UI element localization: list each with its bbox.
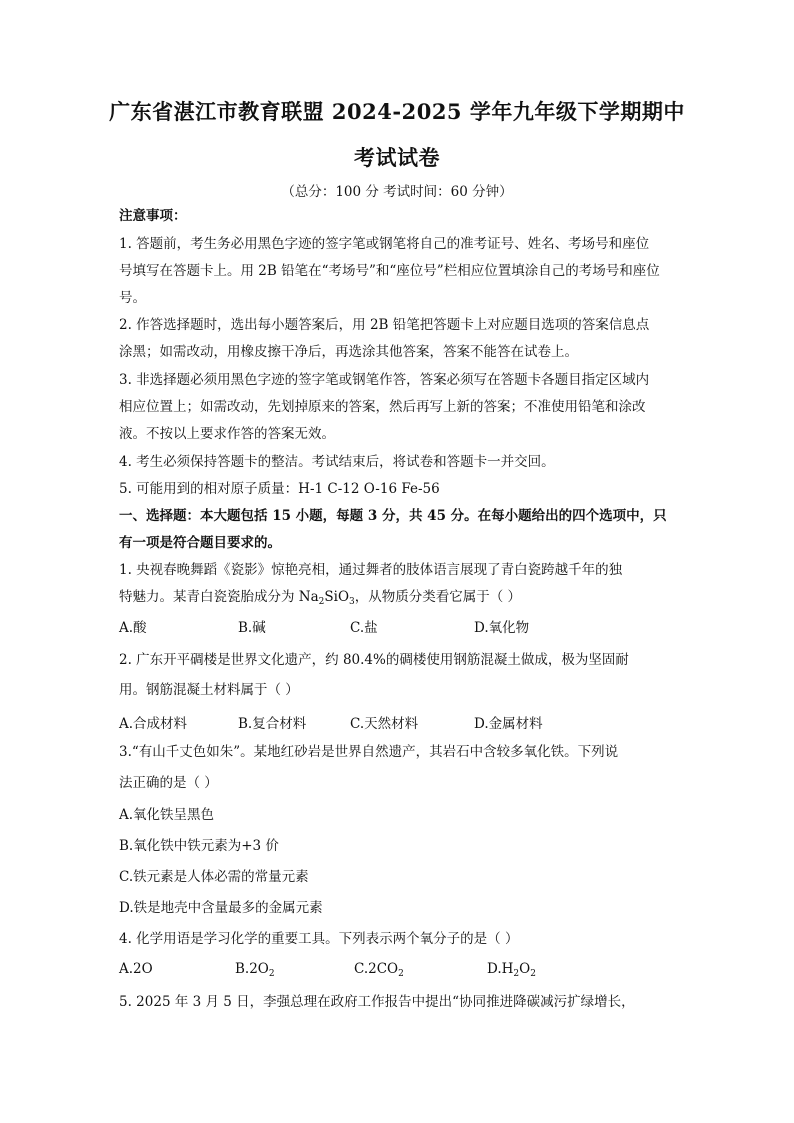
question-3-option-d: D.铁是地壳中含量最多的金属元素 bbox=[119, 900, 323, 916]
question-3-option-a: A.氧化铁呈黑色 bbox=[119, 807, 215, 823]
section-heading: 有一项是符合题目要求的。 bbox=[119, 535, 281, 551]
question-1-option-c: C.盐 bbox=[350, 620, 378, 636]
question-2-option-b: B.复合材料 bbox=[238, 716, 307, 732]
question-2-line: 2. 广东开平碉楼是世界文化遗产，约 80.4%的碉楼使用钢筋混凝土做成，极为坚固耐 bbox=[119, 652, 629, 668]
question-2-line: 用。钢筋混凝土材料属于（ ） bbox=[119, 682, 299, 698]
question-4-option-b: $B.2O_2$ bbox=[235, 961, 275, 979]
question-2-option-a: A.合成材料 bbox=[119, 716, 188, 732]
question-4-option-a: A.2O bbox=[119, 961, 153, 977]
notice-line: 号填写在答题卡上。用 2B 铅笔在“考场号”和“座位号”栏相应位置填涂自己的考场号和座位 bbox=[119, 263, 660, 279]
notice-line: 3. 非选择题必须用黑色字迹的签字笔或钢笔作答，答案必须写在答题卡各题目指定区域内 bbox=[119, 372, 650, 388]
question-3-option-c: C.铁元素是人体必需的常量元素 bbox=[119, 869, 309, 885]
notice-line: 号。 bbox=[119, 290, 146, 306]
question-1-option-d: D.氧化物 bbox=[474, 620, 530, 636]
question-2-option-d: D.金属材料 bbox=[474, 716, 543, 732]
question-1-option-a: A.酸 bbox=[119, 620, 147, 636]
notice-line: 5. 可能用到的相对原子质量：H-1 C-12 O-16 Fe-56 bbox=[119, 481, 440, 497]
question-3-option-b: B.氧化铁中铁元素为+3 价 bbox=[119, 838, 279, 854]
question-1-option-b: B.碱 bbox=[238, 620, 266, 636]
question-3-line: 法正确的是（ ） bbox=[119, 775, 218, 791]
notice-line: 液。不按以上要求作答的答案无效。 bbox=[119, 426, 335, 442]
question-1-line: 1. 央视春晚舞蹈《瓷影》惊艳亮相，通过舞者的肢体语言展现了青白瓷跨越千年的独 bbox=[119, 562, 623, 578]
question-5-line: 5. 2025 年 3 月 5 日，李强总理在政府工作报告中提出“协同推进降碳减污扩绿增长， bbox=[119, 994, 635, 1010]
notice-line: 1. 答题前，考生务必用黑色字迹的签字笔或钢笔将自己的准考证号、姓名、考场号和座位 bbox=[119, 236, 650, 252]
question-2-option-c: C.天然材料 bbox=[350, 716, 419, 732]
question-4-option-d: $D.H_2O_2$ bbox=[487, 961, 536, 979]
exam-title-line1: 广东省湛江市教育联盟 2024-2025 学年九年级下学期期中 bbox=[109, 99, 685, 124]
notice-heading: 注意事项： bbox=[119, 208, 187, 224]
notice-line: 2. 作答选择题时，选出每小题答案后，用 2B 铅笔把答题卡上对应题目选项的答案信息点 bbox=[119, 317, 650, 333]
question-4-line: 4. 化学用语是学习化学的重要工具。下列表示两个氧分子的是（ ） bbox=[119, 931, 519, 947]
notice-line: 4. 考生必须保持答题卡的整洁。考试结束后，将试卷和答题卡一并交回。 bbox=[119, 454, 555, 470]
question-3-line: 3.“有山千丈色如朱”。某地红砂岩是世界自然遗产，其岩石中含较多氧化铁。下列说 bbox=[119, 744, 619, 760]
exam-title-line2: 考试试卷 bbox=[354, 145, 440, 170]
exam-subtitle: （总分：100 分 考试时间：60 分钟） bbox=[281, 184, 513, 200]
notice-line: 涂黑；如需改动，用橡皮擦干净后，再选涂其他答案，答案不能答在试卷上。 bbox=[119, 344, 578, 360]
notice-line: 相应位置上；如需改动，先划掉原来的答案，然后再写上新的答案；不准使用铅笔和涂改 bbox=[119, 399, 646, 415]
section-heading: 一、选择题：本大题包括 15 小题，每题 3 分，共 45 分。在每小题给出的四个选项中，只 bbox=[119, 508, 667, 524]
question-1-line: 特魅力。某青白瓷瓷胎成分为 $Na_2SiO_3$，从物质分类看它属于（ ） bbox=[119, 589, 522, 607]
question-4-option-c: $C.2CO_2$ bbox=[354, 961, 404, 979]
